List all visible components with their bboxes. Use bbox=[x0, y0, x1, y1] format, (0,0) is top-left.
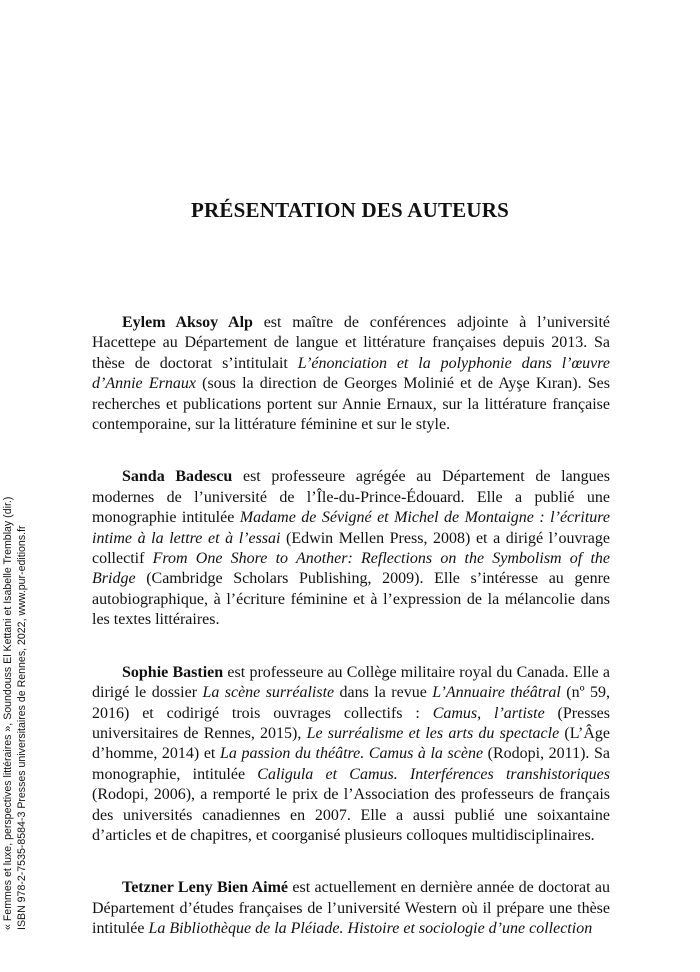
author-name: Tetzner Leny Bien Aimé bbox=[122, 879, 289, 897]
italic-title: From One Shore to Another: Reflections on the Symbolism of the Bridge bbox=[92, 550, 610, 588]
page-title: PRÉSENTATION DES AUTEURS bbox=[191, 198, 509, 222]
italic-title: La scène surréaliste bbox=[202, 684, 335, 702]
author-bio: est professeure agrégée au Département de langues modernes de l’université de l’Île-du-Prince-Édouard. Elle a publié une monographie intitulée Madame de Sévigné et Michel de Montaigne : l’écriture intime à la lettre et à l’essai (Edwin Mellen Press, 2008) et a dirigé l’ouvrage collectif From One Shore to Another: Reflections on the Symbolism of the Bridge (Cambridge Scholars Publishing, 2009). Elle s’intéresse au genre autobiographique, à l’écriture féminine et à l’expression de la mélancolie dans les textes littéraires. bbox=[92, 468, 611, 629]
author-entry bbox=[92, 663, 610, 847]
italic-title: Madame de Sévigné et Michel de Montaigne : l’écriture intime à la lettre et à l’essai bbox=[92, 509, 610, 547]
author-name: Sanda Badescu bbox=[122, 468, 233, 486]
author-bio: est actuellement en dernière année de doctorat au Département d’études françaises de l’université Western où il prépare une thèse intitulée La Bibliothèque de la Pléiade. Histoire et sociologie d’une collection bbox=[92, 879, 610, 938]
italic-title: Caligula et Camus. Interférences transhistoriques bbox=[257, 765, 610, 783]
author-entry bbox=[92, 467, 610, 630]
italic-title: La Bibliothèque de la Pléiade. Histoire et sociologie d’une collection bbox=[148, 920, 593, 938]
author-name: Eylem Aksoy Alp bbox=[122, 314, 253, 331]
italic-title: L’énonciation et la polyphonie dans l’œuvre d’Annie Ernaux bbox=[92, 354, 611, 393]
italic-title: Camus, l’artiste bbox=[432, 704, 545, 722]
author-entry bbox=[92, 313, 610, 435]
author-name: Sophie Bastien bbox=[122, 663, 224, 681]
side-copyright-note bbox=[2, 497, 29, 930]
side-note-line-1: « Femmes et luxe, perspectives littéraires », Soundouss El Kettani et Isabelle Tremblay (dir.) bbox=[2, 496, 14, 930]
italic-title: Le surréalisme et les arts du spectacle bbox=[306, 724, 560, 742]
italic-title: La passion du théâtre. Camus à la scène bbox=[219, 745, 484, 763]
side-note-line-2: ISBN 978-2-7535-8584-3 Presses universitaires de Rennes, 2022, www.pur-editions.fr bbox=[15, 525, 28, 930]
italic-title: L’Annuaire théâtral bbox=[432, 684, 561, 702]
author-entry bbox=[92, 878, 610, 939]
author-bio: est maître de conférences adjointe à l’université Hacettepe au Département de langue et littérature françaises depuis 2013. Sa thèse de doctorat s’intitulait L’énonciation et la polyphonie dans l’œuvre d’Annie Ernaux (sous la direction de Georges Molinié et de Ayşe Kıran). Ses recherches et publications portent sur Annie Ernaux, sur la littérature française contemporaine, sur la littérature féminine et sur le style. bbox=[92, 314, 611, 434]
authors-list bbox=[92, 313, 610, 972]
author-bio: est professeure au Collège militaire royal du Canada. Elle a dirigé le dossier La scène surréaliste dans la revue L’Annuaire théâtral (nº 59, 2016) et codirigé trois ouvrages collectifs : Camus, l’artiste (Presses universitaires de Rennes, 2015), Le surréalisme et les arts du spectacle (L’Âge d’homme, 2014) et La passion du théâtre. Camus à la scène (Rodopi, 2011). Sa monographie, intitulée Caligula et Camus. Interférences transhistoriques (Rodopi, 2006), a remporté le prix de l’Association des professeurs de français des universités canadiennes en 2007. Elle a aussi publié une soixantaine d’articles et de chapitres, et coorganisé plusieurs colloques multidisciplinaires. bbox=[92, 663, 611, 844]
